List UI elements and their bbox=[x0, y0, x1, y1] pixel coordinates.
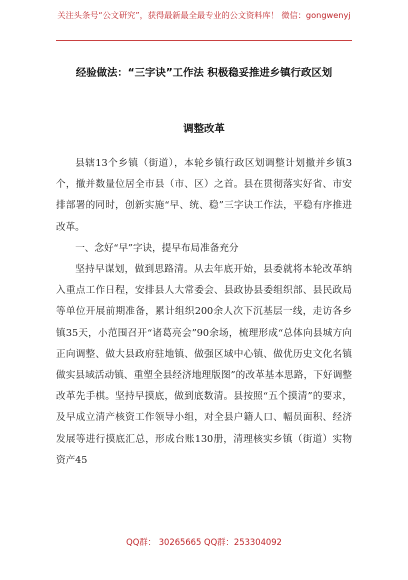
section-heading-1: 一、念好“早”字诀，提早布局准备充分 bbox=[75, 242, 239, 254]
paragraph-section-1: 坚持早谋划，做到思路清。从去年底开始，县委就将本轮改革纳入重点工作日程，安排县人大常委会、县政协县委组织部、县民政局等单位开展前期准备，累计组织200余人次下沉基层一线，走访各乡镇35天，小范围召开“诸葛亮会”90余场，梳理形成“总体向县城方向正向调整、做大县政府驻地镇、做强区域中心镇、做优历史文化名镇做实县域活动镇、重塑全县经济地理版图”的改革基本思路，下好调整改革先手棋。坚持早摸底，做到底数清。县按照“五个摸清”的要求，及早成立清产核资工作领导小组，对全县户籍人口、幅员面积、经济发展等进行摸底汇总，形成台账130册，清理核实乡镇（街道）实物资产45 bbox=[56, 264, 352, 466]
document-body bbox=[56, 153, 352, 471]
qq-group-footer: QQ群： 30265665 QQ群：253304092 bbox=[126, 537, 282, 547]
header-divider bbox=[56, 40, 352, 41]
document-title-line-1: 经验做法：“三字诀”工作法 积极稳妥推进乡镇行政区划 bbox=[75, 67, 333, 79]
paragraph-intro: 县辖13个乡镇（街道），本轮乡镇行政区划调整计划撤并乡镇3个，撤并数量位居全市县（市、区）之首。县在贯彻落实好省、市安排部署的同时，创新实施“早、统、稳”三字诀工作法，平稳有序推进改革。 bbox=[56, 158, 352, 233]
promo-header: 关注头条号“公文研究”，获得最新最全最专业的公文资料库！ 微信：gongwenyj bbox=[57, 10, 351, 20]
document-title-line-2: 调整改革 bbox=[183, 123, 225, 135]
